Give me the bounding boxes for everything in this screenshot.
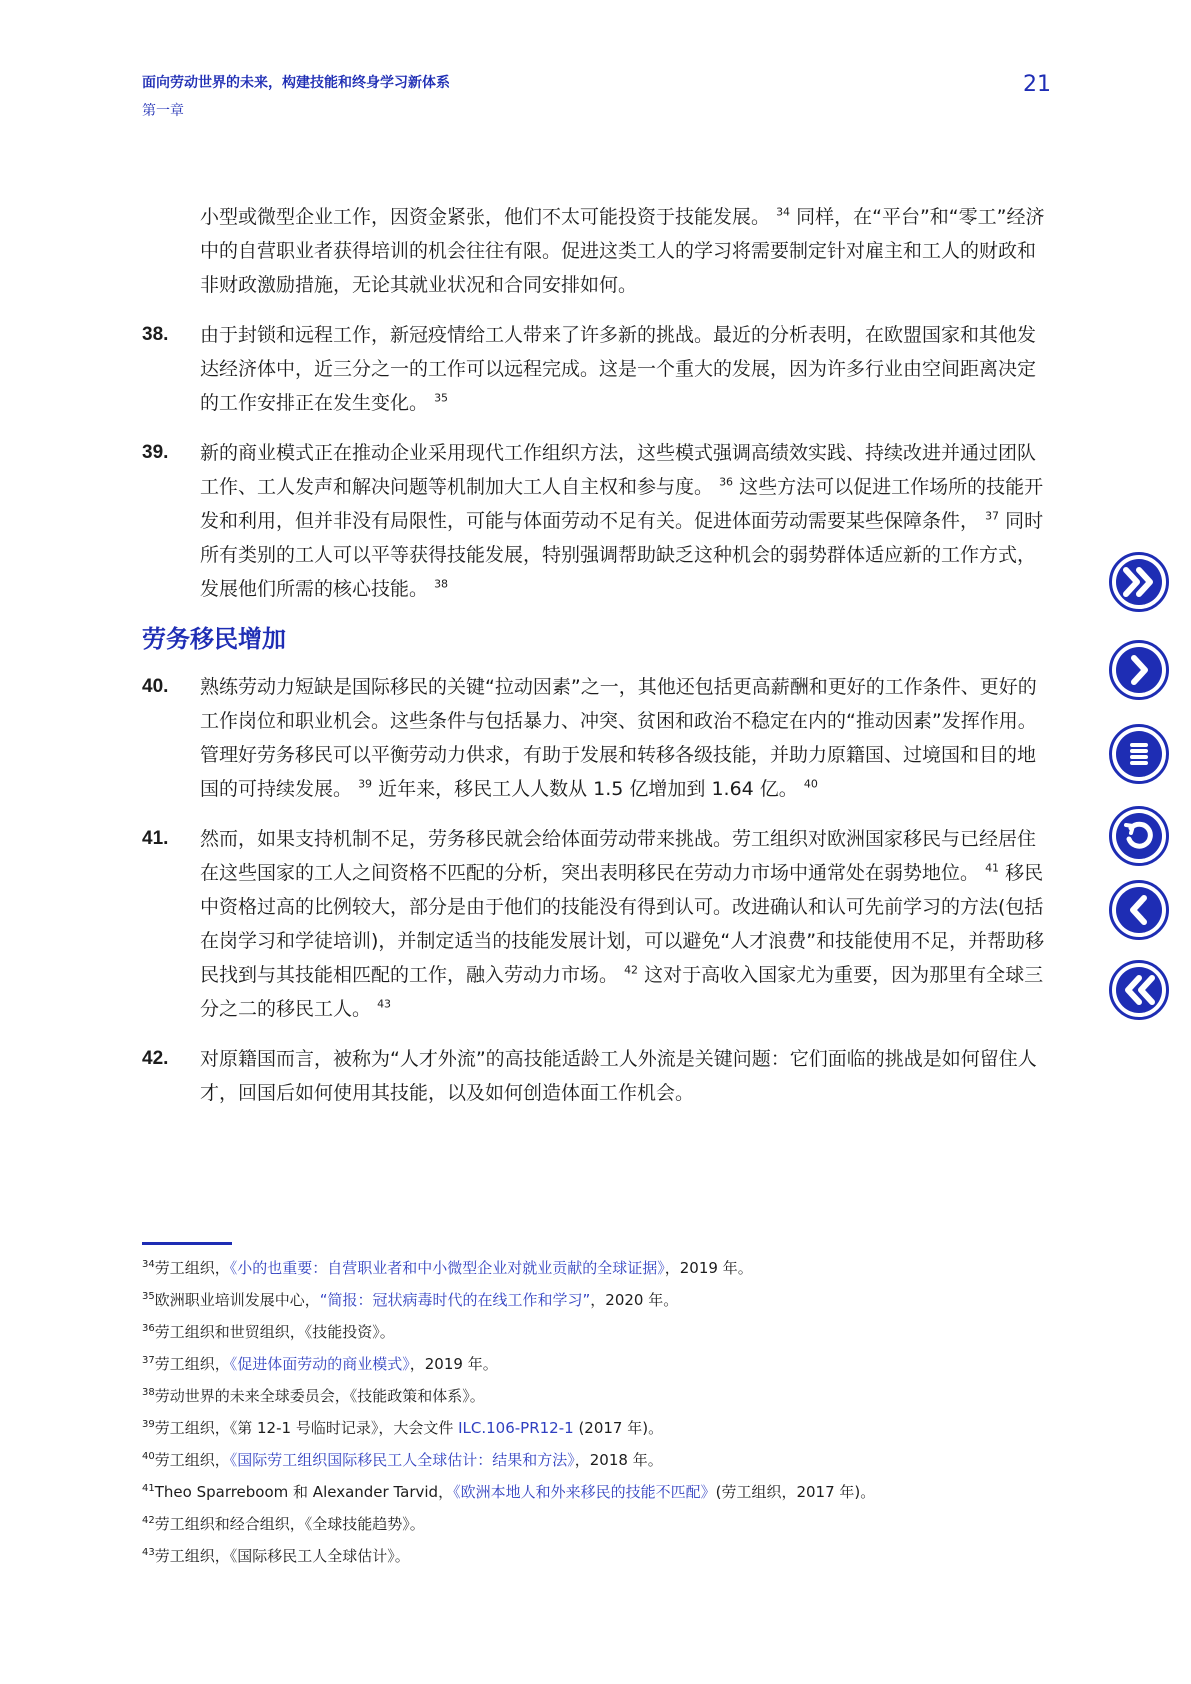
footnote-reference[interactable]: 41 (985, 861, 1000, 875)
footnote-text: 劳工组织和世贸组织，《技能投资》。 (154, 1323, 395, 1341)
double-chevron-left-icon (1122, 975, 1156, 1005)
double-chevron-right-icon (1122, 567, 1156, 597)
footnote-number: 38 (142, 1387, 155, 1398)
footnote-text: (劳工组织，2017 年)。 (715, 1483, 876, 1501)
main-content (142, 200, 1052, 1126)
paragraph (142, 1042, 1052, 1110)
text-segment: 同时所有类别的工人可以平等获得技能发展，特别强调帮助缺乏这种机会的弱势群体适应新的工作方式，发展他们所需的核心技能。 (200, 510, 1044, 600)
footnote-item (142, 1444, 1042, 1476)
paragraph-text (200, 670, 1052, 806)
return-icon (1122, 819, 1156, 853)
footnote-link[interactable]: 《国际劳工组织国际移民工人全球估计：结果和方法》 (229, 1451, 575, 1469)
back-button[interactable] (1109, 806, 1169, 866)
text-segment: 对原籍国而言，被称为“人才外流”的高技能适龄工人外流是关键问题：它们面临的挑战是如何留住人才，回国后如何使用其技能，以及如何创造体面工作机会。 (200, 1048, 1037, 1104)
footnote-item (142, 1540, 1042, 1572)
footnote-text: 劳工组织， (154, 1355, 230, 1373)
footnote-text: 劳工组织，《国际移民工人全球估计》。 (154, 1547, 410, 1565)
text-segment: 这对于高收入国家尤为重要，因为那里有全球三分之二的移民工人。 (200, 964, 1044, 1020)
paragraph-text (200, 1042, 1052, 1110)
footnote-number: 39 (142, 1419, 155, 1430)
footnote-text: 劳动世界的未来全球委员会，《技能政策和体系》。 (154, 1387, 485, 1405)
footnote-reference[interactable]: 39 (358, 777, 373, 791)
text-segment: 新的商业模式正在推动企业采用现代工作组织方法，这些模式强调高绩效实践、持续改进并通过团队工作、工人发声和解决问题等机制加大工人自主权和参与度。 (200, 442, 1037, 498)
footnote-reference[interactable]: 42 (624, 963, 639, 977)
paragraph-number: 38. (142, 324, 169, 345)
footnote-number: 40 (142, 1451, 155, 1462)
footnote-text: 劳工组织， (154, 1259, 230, 1277)
paragraph (142, 822, 1052, 1026)
footnote-item (142, 1380, 1042, 1412)
text-segment: 这些方法可以促进工作场所的技能开发和利用，但并非没有局限性，可能与体面劳动不足有关。促进体面劳动需要某些保障条件， (200, 476, 1044, 532)
footnote-reference[interactable]: 40 (803, 777, 818, 791)
footnote-link[interactable]: ILC.106-PR12-1 (458, 1419, 574, 1437)
text-segment: 同样，在“平台”和“零工”经济中的自营职业者获得培训的机会往往有限。促进这类工人的学习将需要制定针对雇主和工人的财政和非财政激励措施，无论其就业状况和合同安排如何。 (200, 206, 1045, 296)
footnote-link[interactable]: “简报：冠状病毒时代的在线工作和学习” (319, 1291, 591, 1309)
last-page-button[interactable] (1109, 552, 1169, 612)
footnote-reference[interactable]: 35 (434, 391, 449, 405)
footnote-reference[interactable]: 34 (776, 205, 791, 219)
footnotes (142, 1252, 1042, 1572)
footnote-item (142, 1476, 1042, 1508)
footnote-item (142, 1316, 1042, 1348)
text-segment: 小型或微型企业工作，因资金紧张，他们不太可能投资于技能发展。 (200, 206, 771, 228)
footnote-reference[interactable]: 43 (377, 997, 392, 1011)
first-page-button[interactable] (1109, 960, 1169, 1020)
footnote-number: 35 (142, 1291, 155, 1302)
footnote-reference[interactable]: 38 (434, 577, 449, 591)
footnote-link[interactable]: 《欧洲本地人和外来移民的技能不匹配》 (453, 1483, 716, 1501)
footnote-number: 36 (142, 1323, 155, 1334)
text-segment: 近年来，移民工人人数从 1.5 亿增加到 1.64 亿。 (378, 778, 798, 800)
paragraph-text (200, 822, 1052, 1026)
footnote-text: ，2020 年。 (590, 1291, 679, 1309)
footnote-text: (2017 年)。 (573, 1419, 664, 1437)
footnote-text: 劳工组织和经合组织，《全球技能趋势》。 (154, 1515, 425, 1533)
text-segment: 移民中资格过高的比例较大，部分是由于他们的技能没有得到认可。改进确认和认可先前学习的方法(包括在岗学习和学徒培训)，并制定适当的技能发展计划，可以避免“人才浪费”和技能使用不足，并帮助移民找到与其技能相匹配的工作，融入劳动力市场。 (200, 862, 1045, 986)
header-chapter: 第一章 (142, 103, 184, 119)
next-page-button[interactable] (1109, 640, 1169, 700)
paragraph-number: 42. (142, 1048, 169, 1069)
page-number: 21 (1023, 72, 1051, 97)
footnote-link[interactable]: 《小的也重要：自营职业者和中小微型企业对就业贡献的全球证据》 (229, 1259, 665, 1277)
header-title: 面向劳动世界的未来，构建技能和终身学习新体系 (142, 75, 450, 91)
section-heading: 劳务移民增加 (142, 625, 286, 653)
footnote-link[interactable]: 《促进体面劳动的商业模式》 (229, 1355, 410, 1373)
previous-page-button[interactable] (1109, 880, 1169, 940)
paragraph-number: 39. (142, 442, 169, 463)
footnote-text: ，2018 年。 (574, 1451, 663, 1469)
footnote-text: 劳工组织， (154, 1451, 230, 1469)
footnote-text: Theo Sparreboom 和 Alexander Tarvid， (154, 1483, 454, 1501)
menu-list-icon (1127, 739, 1151, 769)
paragraph (142, 436, 1052, 606)
chevron-right-icon (1127, 655, 1151, 685)
footnote-reference[interactable]: 37 (985, 509, 1000, 523)
footnote-number: 34 (142, 1259, 155, 1270)
footnote-text: ，2019 年。 (664, 1259, 753, 1277)
footnote-number: 37 (142, 1355, 155, 1366)
paragraph (142, 318, 1052, 420)
paragraph-text (200, 200, 1052, 302)
text-segment: 熟练劳动力短缺是国际移民的关键“拉动因素”之一，其他还包括更高薪酬和更好的工作条件、更好的工作岗位和职业机会。这些条件与包括暴力、冲突、贫困和政治不稳定在内的“推动因素”发挥作用。管理好劳务移民可以平衡劳动力供求，有助于发展和转移各级技能，并助力原籍国、过境国和目的地国的可持续发展。 (200, 676, 1037, 800)
paragraph-number: 41. (142, 828, 169, 849)
paragraph (142, 200, 1052, 302)
paragraph-text (200, 318, 1052, 420)
footnote-number: 41 (142, 1483, 155, 1494)
paragraph-number: 40. (142, 676, 169, 697)
footnote-item (142, 1412, 1042, 1444)
footnote-item (142, 1252, 1042, 1284)
footnote-item (142, 1508, 1042, 1540)
footnote-number: 42 (142, 1515, 155, 1526)
footnote-text: ，2019 年。 (409, 1355, 498, 1373)
text-segment: 然而，如果支持机制不足，劳务移民就会给体面劳动带来挑战。劳工组织对欧洲国家移民与已经居住在这些国家的工人之间资格不匹配的分析，突出表明移民在劳动力市场中通常处在弱势地位。 (200, 828, 1037, 884)
footnote-item (142, 1284, 1042, 1316)
paragraph (142, 670, 1052, 806)
contents-button[interactable] (1109, 724, 1169, 784)
paragraph-text (200, 436, 1052, 606)
footnote-reference[interactable]: 36 (719, 475, 734, 489)
text-segment: 由于封锁和远程工作，新冠疫情给工人带来了许多新的挑战。最近的分析表明，在欧盟国家和其他发达经济体中，近三分之一的工作可以远程完成。这是一个重大的发展，因为许多行业由空间距离决定的工作安排正在发生变化。 (200, 324, 1037, 414)
footnote-text: 欧洲职业培训发展中心， (154, 1291, 320, 1309)
footnote-item (142, 1348, 1042, 1380)
footnote-number: 43 (142, 1547, 155, 1558)
footnote-text: 劳工组织，《第 12-1 号临时记录》，大会文件 (154, 1419, 459, 1437)
chevron-left-icon (1127, 895, 1151, 925)
footnote-divider (142, 1242, 232, 1245)
